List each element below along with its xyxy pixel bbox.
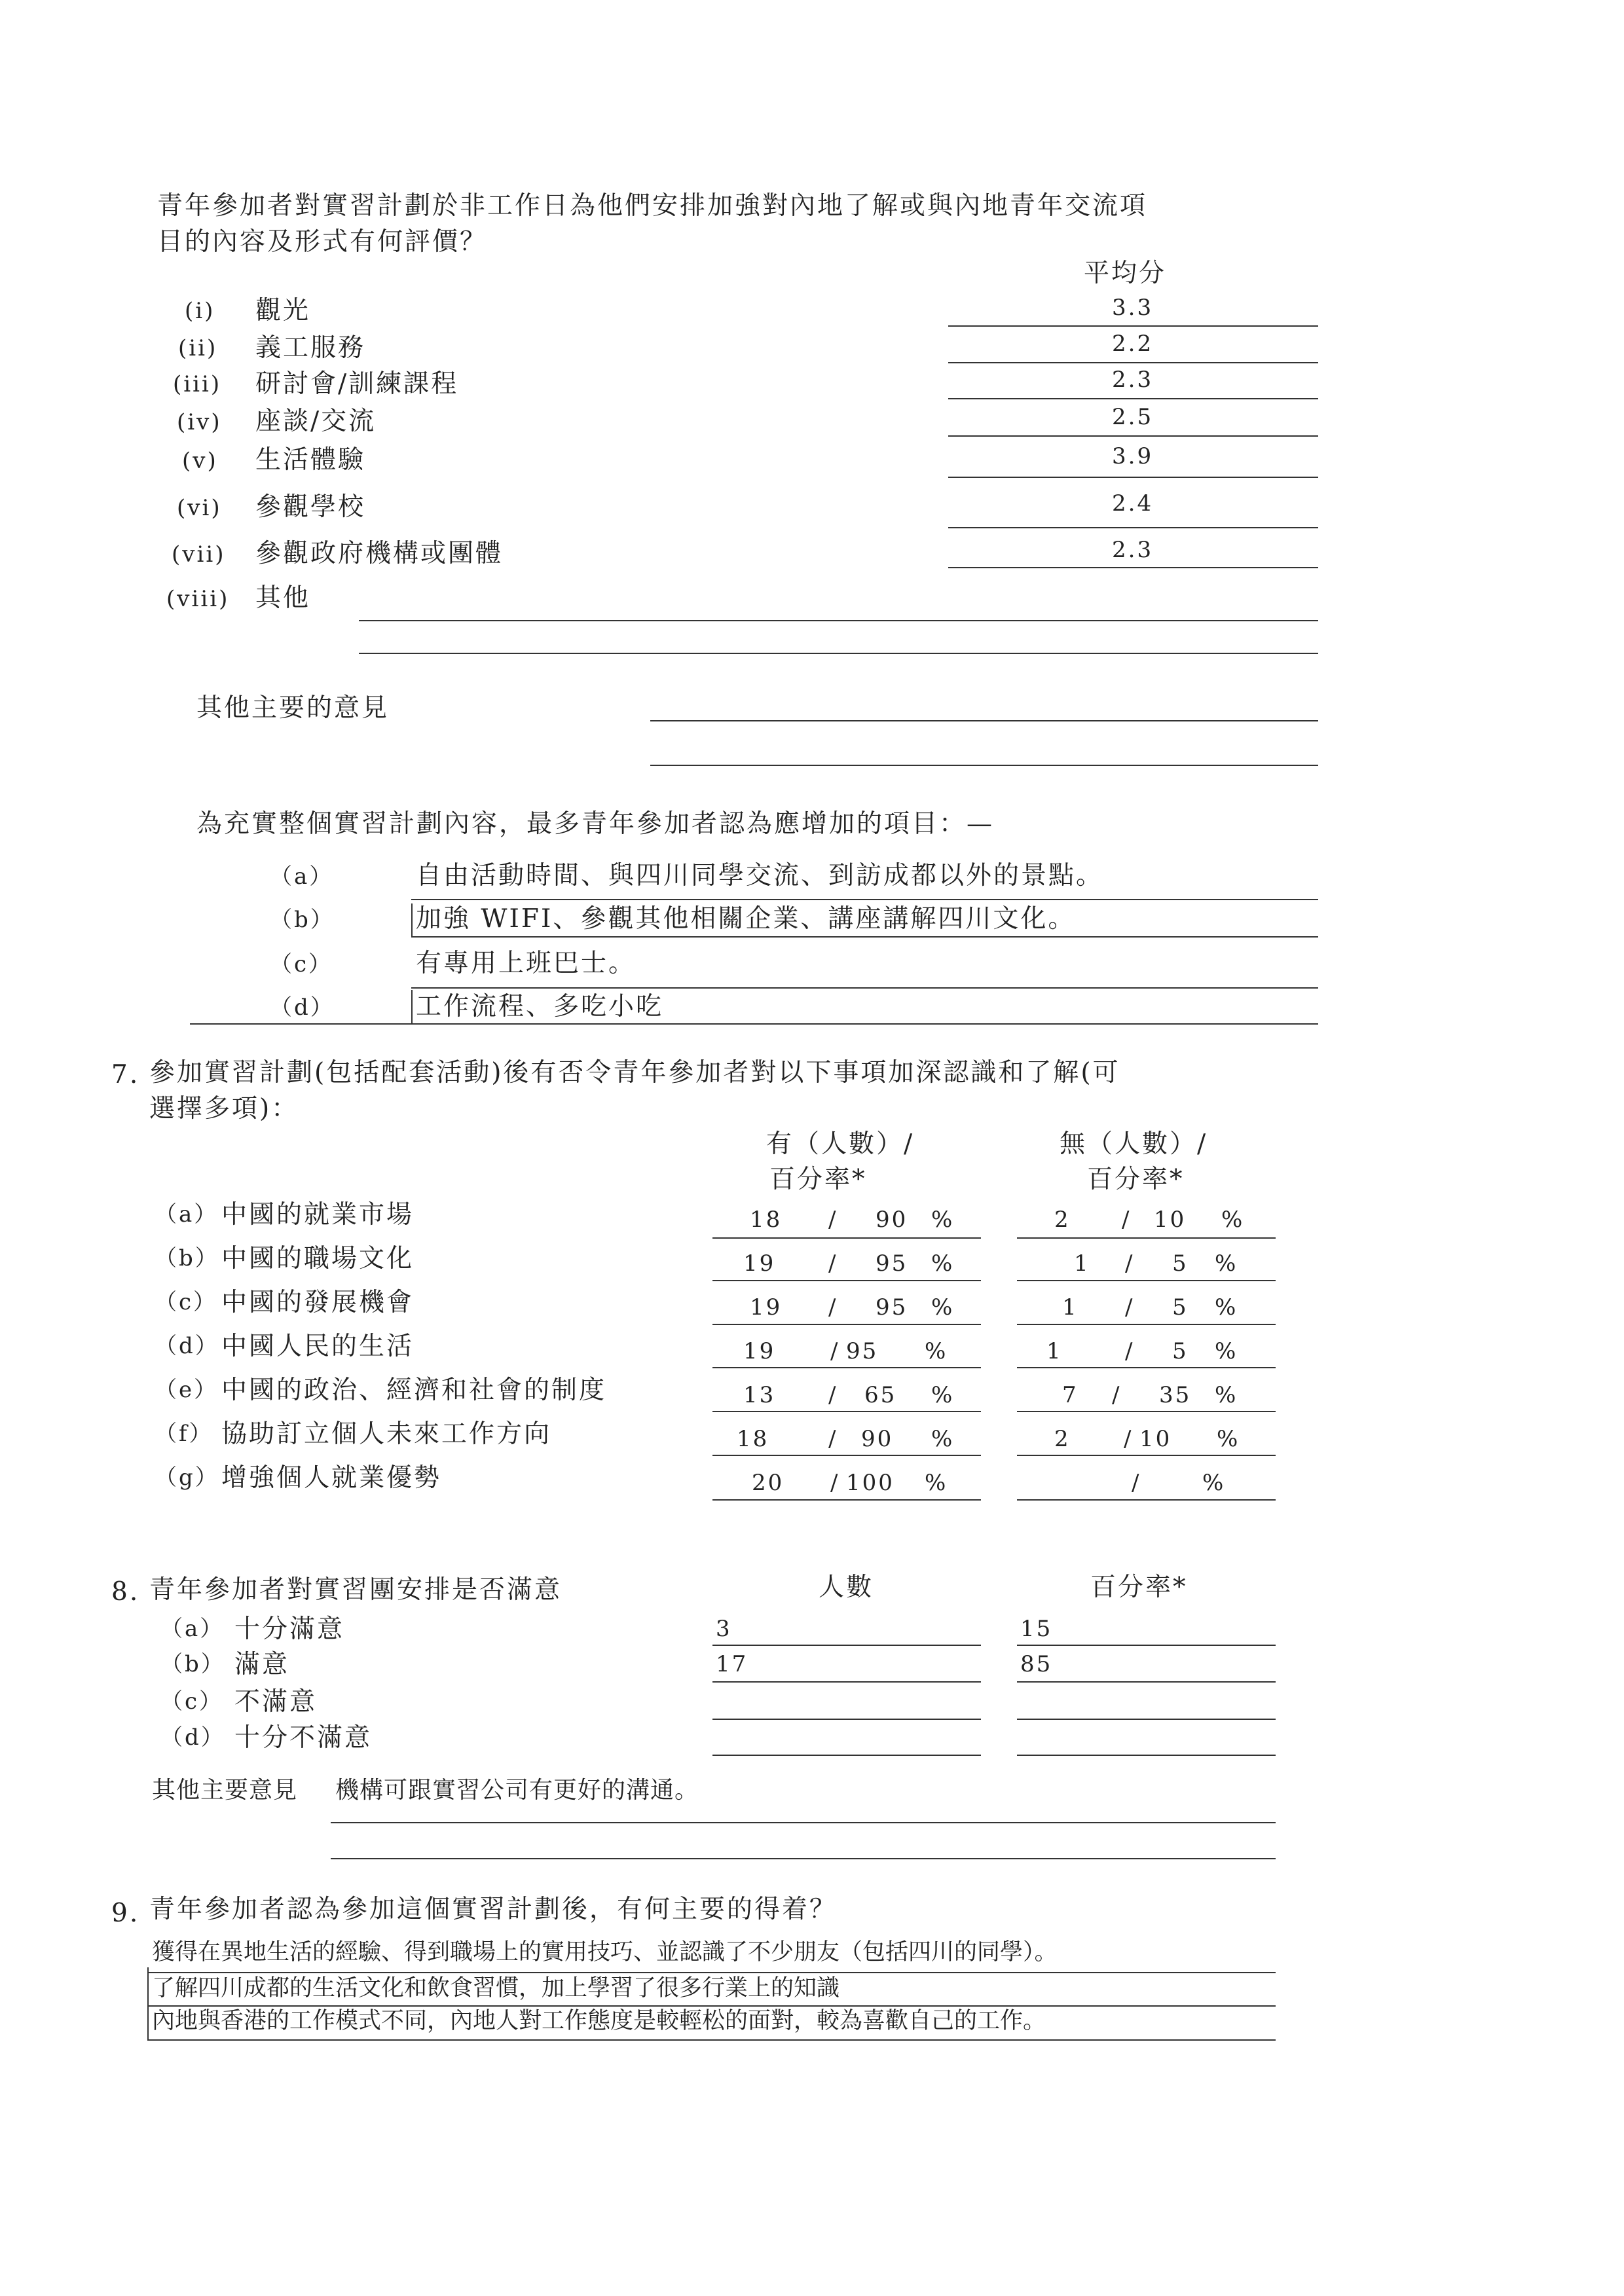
- q6-item-num: (i): [185, 298, 215, 324]
- q6-suggest-intro: 為充實整個實習計劃內容，最多青年參加者認為應增加的項目：—: [196, 809, 995, 839]
- q6-item-score: 2.5: [1112, 404, 1154, 430]
- q7-no-line: [1017, 1499, 1276, 1501]
- q8-item-num: （a）: [160, 1616, 225, 1642]
- q7-yes-slash: /: [830, 1338, 840, 1364]
- q6-suggestion-line: [411, 936, 1318, 938]
- q7-yes-line: [712, 1455, 981, 1456]
- q7-no-count: 7: [1062, 1382, 1079, 1408]
- q8-item-pct: 15: [1020, 1616, 1053, 1642]
- q6-other-opinion-line: [650, 765, 1318, 766]
- q7-yes-pct-sign: %: [931, 1294, 955, 1321]
- q7-yes-slash: /: [830, 1470, 840, 1496]
- q7-question-line2: 選擇多項)：: [149, 1094, 299, 1123]
- q7-no-line: [1017, 1280, 1276, 1281]
- q6-other-opinion-label: 其他主要的意見: [196, 693, 390, 723]
- q7-number: 7.: [111, 1060, 140, 1089]
- q7-no-slash: /: [1122, 1207, 1132, 1233]
- q7-no-line: [1017, 1455, 1276, 1456]
- q6-suggestion-line: [411, 987, 1318, 989]
- q6-score-line: [948, 362, 1318, 363]
- q7-item-num: （d）: [155, 1333, 219, 1359]
- q7-item-num: （g）: [155, 1465, 219, 1491]
- q6-suggestion-box-edge: [411, 903, 413, 936]
- q8-pct-line: [1017, 1719, 1276, 1720]
- q7-no-count: 1: [1046, 1338, 1063, 1364]
- q7-yes-percent: 95: [876, 1294, 908, 1321]
- q7-yes-line: [712, 1324, 981, 1325]
- q8-number: 8.: [111, 1577, 140, 1607]
- q8-other-line: [331, 1858, 1276, 1859]
- q7-item-num: （e）: [155, 1377, 219, 1403]
- q7-no-percent: 10: [1139, 1426, 1172, 1452]
- q7-yes-pct-sign: %: [925, 1470, 948, 1496]
- q7-no-header-rate: 百分率*: [1087, 1165, 1185, 1194]
- q7-no-percent: 5: [1172, 1338, 1189, 1364]
- q6-suggestion-num: （b）: [270, 907, 335, 933]
- q8-item-count: 3: [716, 1616, 732, 1642]
- q8-other-line: [331, 1822, 1276, 1823]
- q7-item-num: （f）: [155, 1421, 213, 1447]
- q7-item-num: （c）: [155, 1289, 218, 1315]
- q9-answer-line: [147, 2005, 1276, 2007]
- q8-count-line: [712, 1645, 981, 1646]
- q6-score-line: [948, 527, 1318, 528]
- q8-pct-line: [1017, 1681, 1276, 1683]
- q7-yes-count: 19: [743, 1338, 776, 1364]
- q7-yes-slash: /: [828, 1207, 838, 1233]
- q7-no-pct-sign: %: [1217, 1426, 1240, 1452]
- q7-yes-slash: /: [828, 1382, 838, 1408]
- q7-no-pct-sign: %: [1215, 1382, 1238, 1408]
- q7-no-slash: /: [1124, 1426, 1134, 1452]
- q8-percent-header: 百分率*: [1090, 1573, 1188, 1602]
- q6-item-score: 3.3: [1112, 295, 1154, 321]
- q7-no-line: [1017, 1324, 1276, 1325]
- q7-yes-slash: /: [828, 1426, 838, 1452]
- q6-item-score: 2.3: [1112, 367, 1154, 393]
- q8-count-line: [712, 1719, 981, 1720]
- q6-item-num: (iv): [177, 409, 222, 435]
- q7-no-line: [1017, 1411, 1276, 1412]
- q7-yes-pct-sign: %: [931, 1250, 955, 1277]
- q7-yes-percent: 65: [864, 1382, 897, 1408]
- q6-item-score: 2.2: [1112, 331, 1154, 357]
- q9-answer-line: [147, 1972, 1276, 1973]
- q6-item-score: 2.4: [1112, 490, 1154, 517]
- q6-suggestion-line: [411, 899, 1318, 900]
- q6-suggestion-num: （c）: [270, 951, 333, 977]
- q6-item-label: 參觀政府機構或團體: [255, 539, 504, 568]
- q7-yes-percent: 95: [846, 1338, 879, 1364]
- q7-no-line: [1017, 1237, 1276, 1239]
- q6-other-opinion-line: [650, 720, 1318, 721]
- q8-count-line: [712, 1755, 981, 1756]
- q7-yes-slash: /: [828, 1294, 838, 1321]
- q7-yes-line: [712, 1280, 981, 1281]
- q8-item-label: 滿意: [234, 1650, 290, 1679]
- q6-item-label: 座談/交流: [255, 407, 377, 436]
- q6-item-score: 3.9: [1112, 443, 1154, 469]
- q7-no-slash: /: [1125, 1250, 1135, 1277]
- q7-item-label: 中國的發展機會: [221, 1288, 415, 1317]
- q9-answer-line: [147, 2039, 1276, 2041]
- q6-item-num: (ii): [178, 335, 218, 361]
- q7-no-percent: 10: [1154, 1207, 1187, 1233]
- q8-item-pct: 85: [1020, 1651, 1053, 1677]
- q7-no-pct-sign: %: [1215, 1338, 1238, 1364]
- q6-suggestion-line: [190, 1023, 1318, 1025]
- q7-no-pct-sign: %: [1215, 1250, 1238, 1277]
- q7-yes-header-rate: 百分率*: [769, 1165, 867, 1194]
- q6-item-num: (vii): [172, 541, 226, 568]
- q7-yes-pct-sign: %: [931, 1207, 955, 1233]
- q8-other-label: 其他主要意見: [152, 1777, 298, 1804]
- q6-item-label: 參觀學校: [255, 492, 366, 522]
- q6-suggestion-text: 有專用上班巴士。: [416, 949, 637, 978]
- q6-item-label: 生活體驗: [255, 445, 366, 475]
- q7-no-slash: /: [1132, 1470, 1141, 1496]
- q7-item-label: 中國人民的生活: [221, 1332, 415, 1361]
- q8-item-num: （c）: [160, 1688, 224, 1715]
- q8-count-line: [712, 1681, 981, 1683]
- q7-item-label: 中國的職場文化: [221, 1244, 415, 1273]
- q7-no-count: 2: [1054, 1426, 1071, 1452]
- q7-yes-pct-sign: %: [931, 1426, 955, 1452]
- q7-yes-count: 20: [752, 1470, 784, 1496]
- q8-count-header: 人數: [819, 1573, 874, 1602]
- q7-yes-percent: 95: [876, 1250, 908, 1277]
- q7-yes-line: [712, 1237, 981, 1239]
- q7-yes-percent: 100: [846, 1470, 895, 1496]
- q6-suggestion-num: （a）: [270, 864, 334, 890]
- q7-no-percent: 35: [1159, 1382, 1192, 1408]
- q7-yes-count: 18: [750, 1207, 783, 1233]
- q6-suggestion-num: （d）: [270, 994, 335, 1021]
- q7-no-count: 1: [1074, 1250, 1090, 1277]
- q7-no-percent: 5: [1172, 1250, 1189, 1277]
- q7-yes-count: 18: [737, 1426, 769, 1452]
- q6-score-line: [948, 567, 1318, 568]
- q6-item-num: (vi): [177, 495, 222, 521]
- q9-question: 青年參加者認為參加這個實習計劃後，有何主要的得着？: [149, 1895, 838, 1924]
- q6-question-line2: 目的內容及形式有何評價？: [157, 227, 488, 257]
- q8-other-text: 機構可跟實習公司有更好的溝通。: [335, 1777, 699, 1804]
- q8-item-label: 十分不滿意: [234, 1723, 373, 1753]
- q6-suggestion-text: 工作流程、多吃小吃: [416, 992, 664, 1021]
- q6-item-num: (viii): [166, 586, 230, 612]
- q7-yes-slash: /: [828, 1250, 838, 1277]
- q7-question-line1: 參加實習計劃(包括配套活動)後有否令青年參加者對以下事項加深認識和了解(可: [149, 1058, 1120, 1087]
- q6-item-label: 義工服務: [255, 333, 366, 363]
- q7-no-line: [1017, 1367, 1276, 1368]
- q7-yes-count: 13: [743, 1382, 776, 1408]
- q7-no-slash: /: [1125, 1294, 1135, 1321]
- q7-yes-count: 19: [743, 1250, 776, 1277]
- q8-pct-line: [1017, 1755, 1276, 1756]
- q8-item-num: （b）: [160, 1651, 225, 1677]
- q7-item-num: （b）: [155, 1245, 219, 1271]
- q7-item-label: 協助訂立個人未來工作方向: [221, 1419, 552, 1449]
- q9-answer: 獲得在異地生活的經驗、得到職場上的實用技巧、並認識了不少朋友（包括四川的同學）。: [152, 1939, 1058, 1965]
- q7-yes-percent: 90: [876, 1207, 908, 1233]
- q7-yes-line: [712, 1367, 981, 1368]
- q7-no-pct-sign: %: [1215, 1294, 1238, 1321]
- q7-yes-percent: 90: [861, 1426, 894, 1452]
- q7-item-label: 中國的政治、經濟和社會的制度: [221, 1376, 607, 1405]
- q7-item-label: 增強個人就業優勢: [221, 1463, 442, 1493]
- q6-score-line: [948, 435, 1318, 437]
- q8-pct-line: [1017, 1645, 1276, 1646]
- q6-item-label: 觀光: [255, 296, 311, 325]
- q6-other-line: [359, 620, 1318, 621]
- q9-answer: 了解四川成都的生活文化和飲食習慣，加上學習了很多行業上的知識: [152, 1975, 840, 2001]
- q6-item-label: 研討會/訓練課程: [255, 369, 459, 399]
- q6-item-score: 2.3: [1112, 537, 1154, 563]
- q7-no-pct-sign: %: [1221, 1207, 1245, 1233]
- q7-item-num: （a）: [155, 1201, 219, 1228]
- q9-answer: 內地與香港的工作模式不同，內地人對工作態度是較輕松的面對，較為喜歡自己的工作。: [152, 2008, 1046, 2034]
- q7-no-slash: /: [1125, 1338, 1135, 1364]
- q7-no-slash: /: [1112, 1382, 1122, 1408]
- q7-yes-pct-sign: %: [925, 1338, 948, 1364]
- q6-suggestion-box-edge: [411, 990, 413, 1023]
- q8-question: 青年參加者對實習團安排是否滿意: [149, 1575, 563, 1605]
- q7-yes-line: [712, 1499, 981, 1501]
- q6-suggestion-text: 自由活動時間、與四川同學交流、到訪成都以外的景點。: [416, 861, 1104, 890]
- q6-score-line: [948, 398, 1318, 399]
- q9-number: 9.: [111, 1899, 140, 1928]
- q6-question-line1: 青年參加者對實習計劃於非工作日為他們安排加強對內地了解或與內地青年交流項: [157, 191, 1148, 221]
- q6-item-num: (v): [182, 448, 218, 474]
- q7-yes-pct-sign: %: [931, 1382, 955, 1408]
- q7-yes-line: [712, 1411, 981, 1412]
- q8-item-label: 十分滿意: [234, 1614, 345, 1644]
- q8-item-count: 17: [716, 1651, 748, 1677]
- q8-item-num: （d）: [160, 1724, 225, 1751]
- q7-no-count: 1: [1062, 1294, 1079, 1321]
- q7-no-header: 無（人數）/: [1060, 1129, 1208, 1159]
- q7-yes-header: 有（人數）/: [766, 1129, 915, 1159]
- q7-yes-count: 19: [750, 1294, 783, 1321]
- q8-item-label: 不滿意: [234, 1687, 318, 1717]
- q6-suggestion-text: 加強 WIFI、參觀其他相關企業、講座講解四川文化。: [416, 904, 1076, 934]
- q7-no-count: 2: [1054, 1207, 1071, 1233]
- q6-average-header: 平均分: [1084, 259, 1167, 288]
- q6-item-label: 其他: [255, 583, 311, 613]
- q6-score-line: [948, 477, 1318, 478]
- q7-no-percent: 5: [1172, 1294, 1189, 1321]
- q6-score-line: [948, 325, 1318, 327]
- q6-other-line: [359, 653, 1318, 654]
- q7-item-label: 中國的就業市場: [221, 1200, 415, 1230]
- q9-answer-box-edge: [147, 1967, 149, 2039]
- q7-no-pct-sign: %: [1202, 1470, 1226, 1496]
- q6-item-num: (iii): [173, 371, 222, 397]
